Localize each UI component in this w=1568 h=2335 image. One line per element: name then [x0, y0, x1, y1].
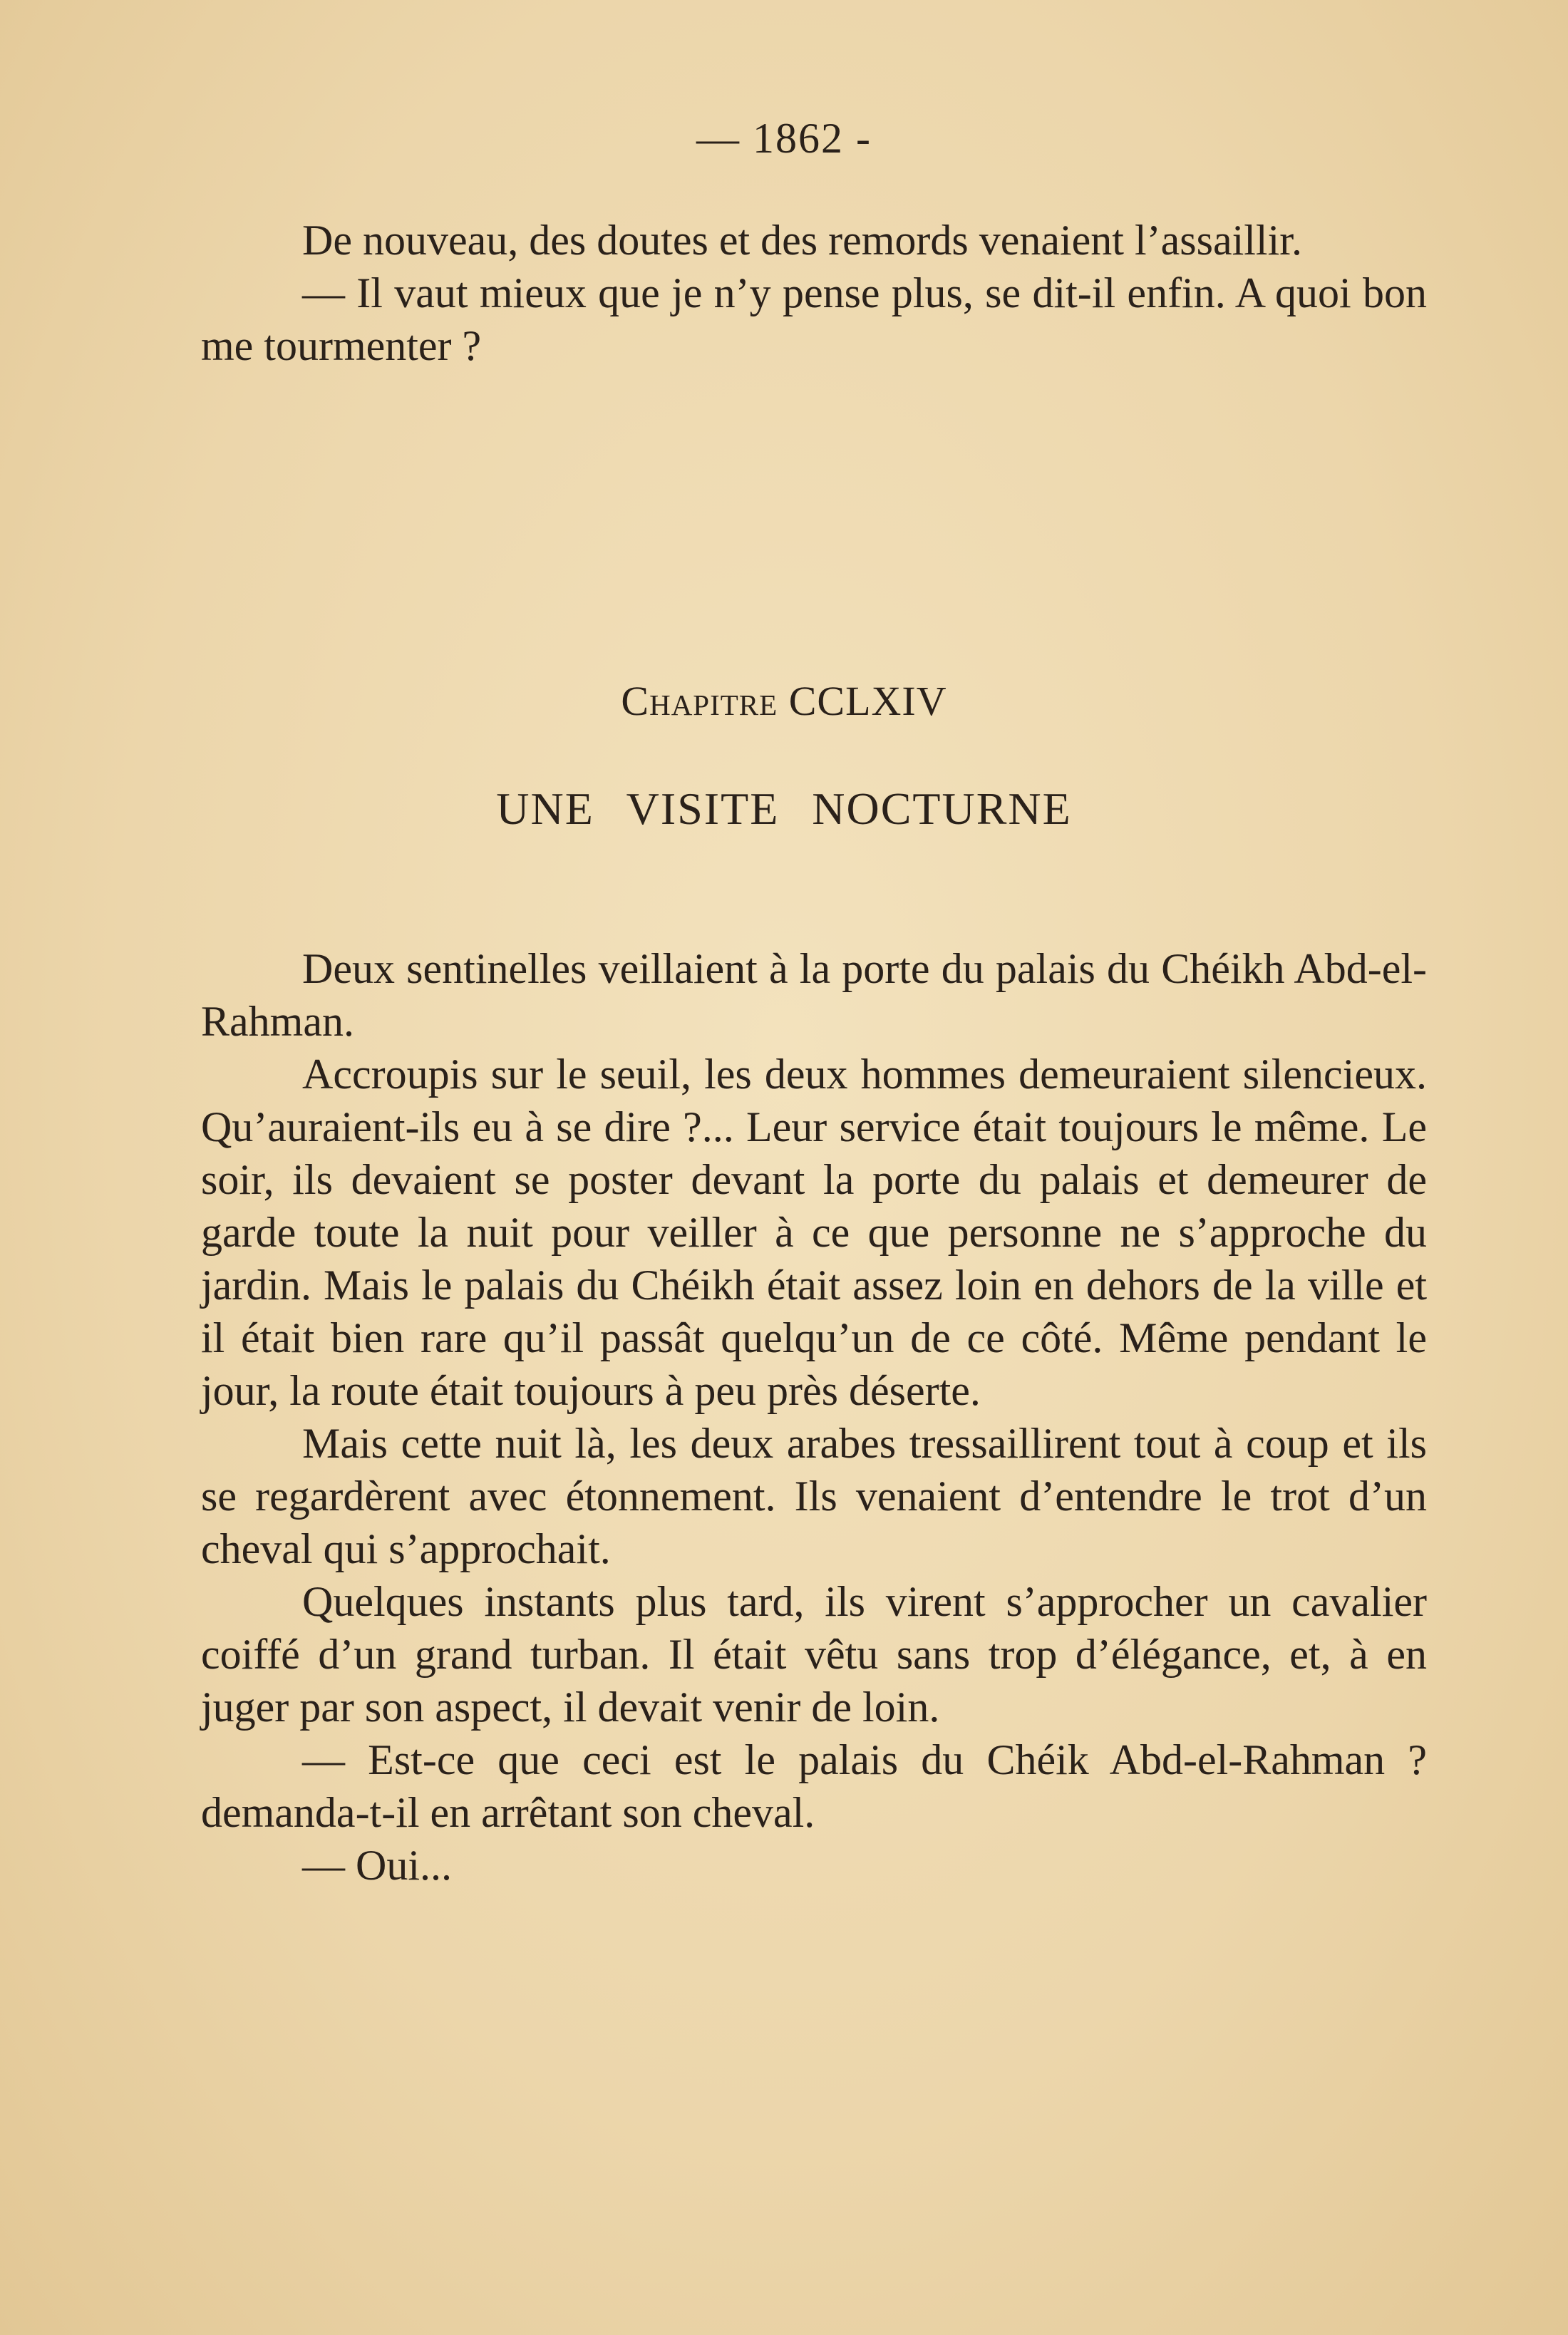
page-number: — 1862 - [696, 115, 872, 162]
chapter-title: UNE VISITE NOCTURNE [496, 783, 1072, 834]
paragraph: — Il vaut mieux que je n’y pense plus, se dit-il enfin. A quoi bon me tourmenter ? [201, 269, 1427, 369]
paragraph: Mais cette nuit là, les deux arabes tressaillirent tout à coup et ils se regardèrent avec étonnement. Ils venaient d’entendre le trot d’un cheval qui s’approchait. [201, 1420, 1427, 1572]
paragraph: Quelques instants plus tard, ils virent s’approcher un cavalier coiffé d’un grand turban. Il était vêtu sans trop d’élégance, et, à en juger par son aspect, il devait venir de loin. [201, 1578, 1427, 1731]
paragraph: Deux sentinelles veillaient à la porte du palais du Chéikh Abd-el-Rahman. [201, 945, 1427, 1045]
top-text-block [201, 214, 1427, 372]
chapter-label: Chapitre CCLXIV [621, 678, 947, 724]
main-text-block [201, 942, 1427, 1892]
paragraph: De nouveau, des doutes et des remords venaient l’assaillir. [302, 217, 1302, 264]
paragraph: Accroupis sur le seuil, les deux hommes demeuraient silencieux. Qu’auraient-ils eu à se dire ?... Leur service était toujours le même. Le soir, ils devaient se poster devant la porte du palais et demeurer de garde toute la nuit pour veiller à ce que personne ne s’approche du jardin. Mais le palais du Chéikh était assez loin en dehors de la ville et il était bien rare qu’il passât quelqu’un de ce côté. Même pendant le jour, la route était toujours à peu près déserte. [201, 1051, 1427, 1414]
paragraph: — Oui... [302, 1842, 452, 1889]
paragraph: — Est-ce que ceci est le palais du Chéik Abd-el-Rahman ? demanda-t-il en arrêtant son cheval. [201, 1736, 1427, 1836]
